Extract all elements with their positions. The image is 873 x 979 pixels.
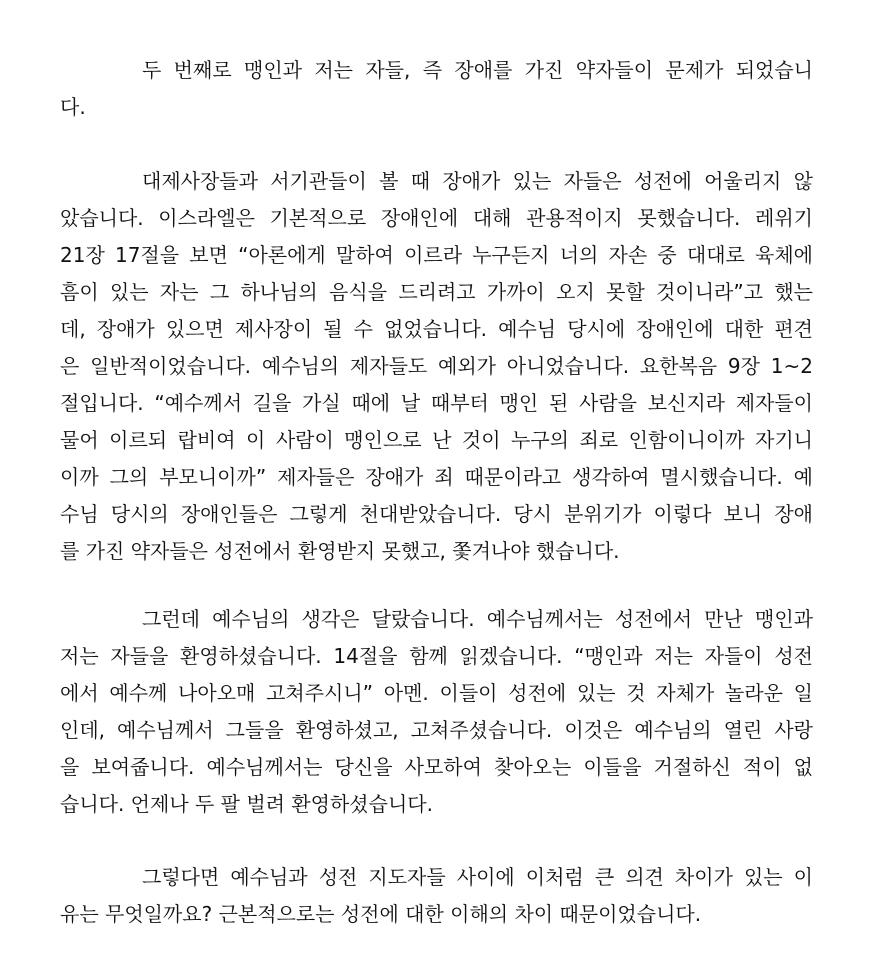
text-line: 은 일반적이었습니다. 예수님의 제자들도 예외가 아니었습니다. 요한복음 9장 1~2: [60, 354, 813, 378]
text-line: 를 가진 약자들은 성전에서 환영받지 못했고, 쫓겨나야 했습니다.: [60, 539, 620, 563]
text-line: 21장 17절을 보면 “아론에게 말하여 이르라 누구든지 너의 자손 중 대대로 육체에: [60, 243, 813, 267]
text-line: 저는 자들을 환영하셨습니다. 14절을 함께 읽겠습니다. “맹인과 저는 자들이 성전: [60, 644, 813, 668]
text-line: 인데, 예수님께서 그들을 환영하셨고, 고쳐주셨습니다. 이것은 예수님의 열린 사랑: [60, 718, 813, 742]
text-line: 물어 이르되 랍비여 이 사람이 맹인으로 난 것이 누구의 죄로 인함이니이까 자기니: [60, 428, 813, 452]
text-line: 데, 장애가 있으면 제사장이 될 수 없었습니다. 예수님 당시에 장애인에 대한 편견: [60, 317, 813, 341]
text-line: 이까 그의 부모니이까” 제자들은 장애가 죄 때문이라고 생각하여 멸시했습니다. 예: [60, 465, 813, 489]
text-line: 았습니다. 이스라엘은 기본적으로 장애인에 대해 관용적이지 못했습니다. 레위기: [60, 206, 813, 230]
text-line: 절입니다. “예수께서 길을 가실 때에 날 때부터 맹인 된 사람을 보신지라 제자들이: [60, 391, 813, 415]
text-line: 을 보여줍니다. 예수님께서는 당신을 사모하여 찾아오는 이들을 거절하신 적이 없: [60, 755, 813, 779]
text-line: 습니다. 언제나 두 팔 벌려 환영하셨습니다.: [60, 792, 433, 816]
text-line: 다.: [60, 95, 86, 119]
text-line: 수님 당시의 장애인들은 그렇게 천대받았습니다. 당시 분위기가 이렇다 보니 장애: [60, 502, 813, 526]
text-line: 두 번째로 맹인과 저는 자들, 즉 장애를 가진 약자들이 문제가 되었습니: [142, 58, 813, 82]
text-line: 대제사장들과 서기관들이 볼 때 장애가 있는 자들은 성전에 어울리지 않: [142, 169, 813, 193]
text-line: 에서 예수께 나아오매 고쳐주시니” 아멘. 이들이 성전에 있는 것 자체가 놀라운 일: [60, 681, 813, 705]
text-line: 흠이 있는 자는 그 하나님의 음식을 드리려고 가까이 오지 못할 것이니라”고 했는: [60, 280, 813, 304]
text-line: 그렇다면 예수님과 성전 지도자들 사이에 이처럼 큰 의견 차이가 있는 이: [142, 865, 813, 889]
text-line: 그런데 예수님의 생각은 달랐습니다. 예수님께서는 성전에서 만난 맹인과: [142, 607, 813, 631]
text-line: 유는 무엇일까요? 근본적으로는 성전에 대한 이해의 차이 때문이었습니다.: [60, 902, 702, 926]
